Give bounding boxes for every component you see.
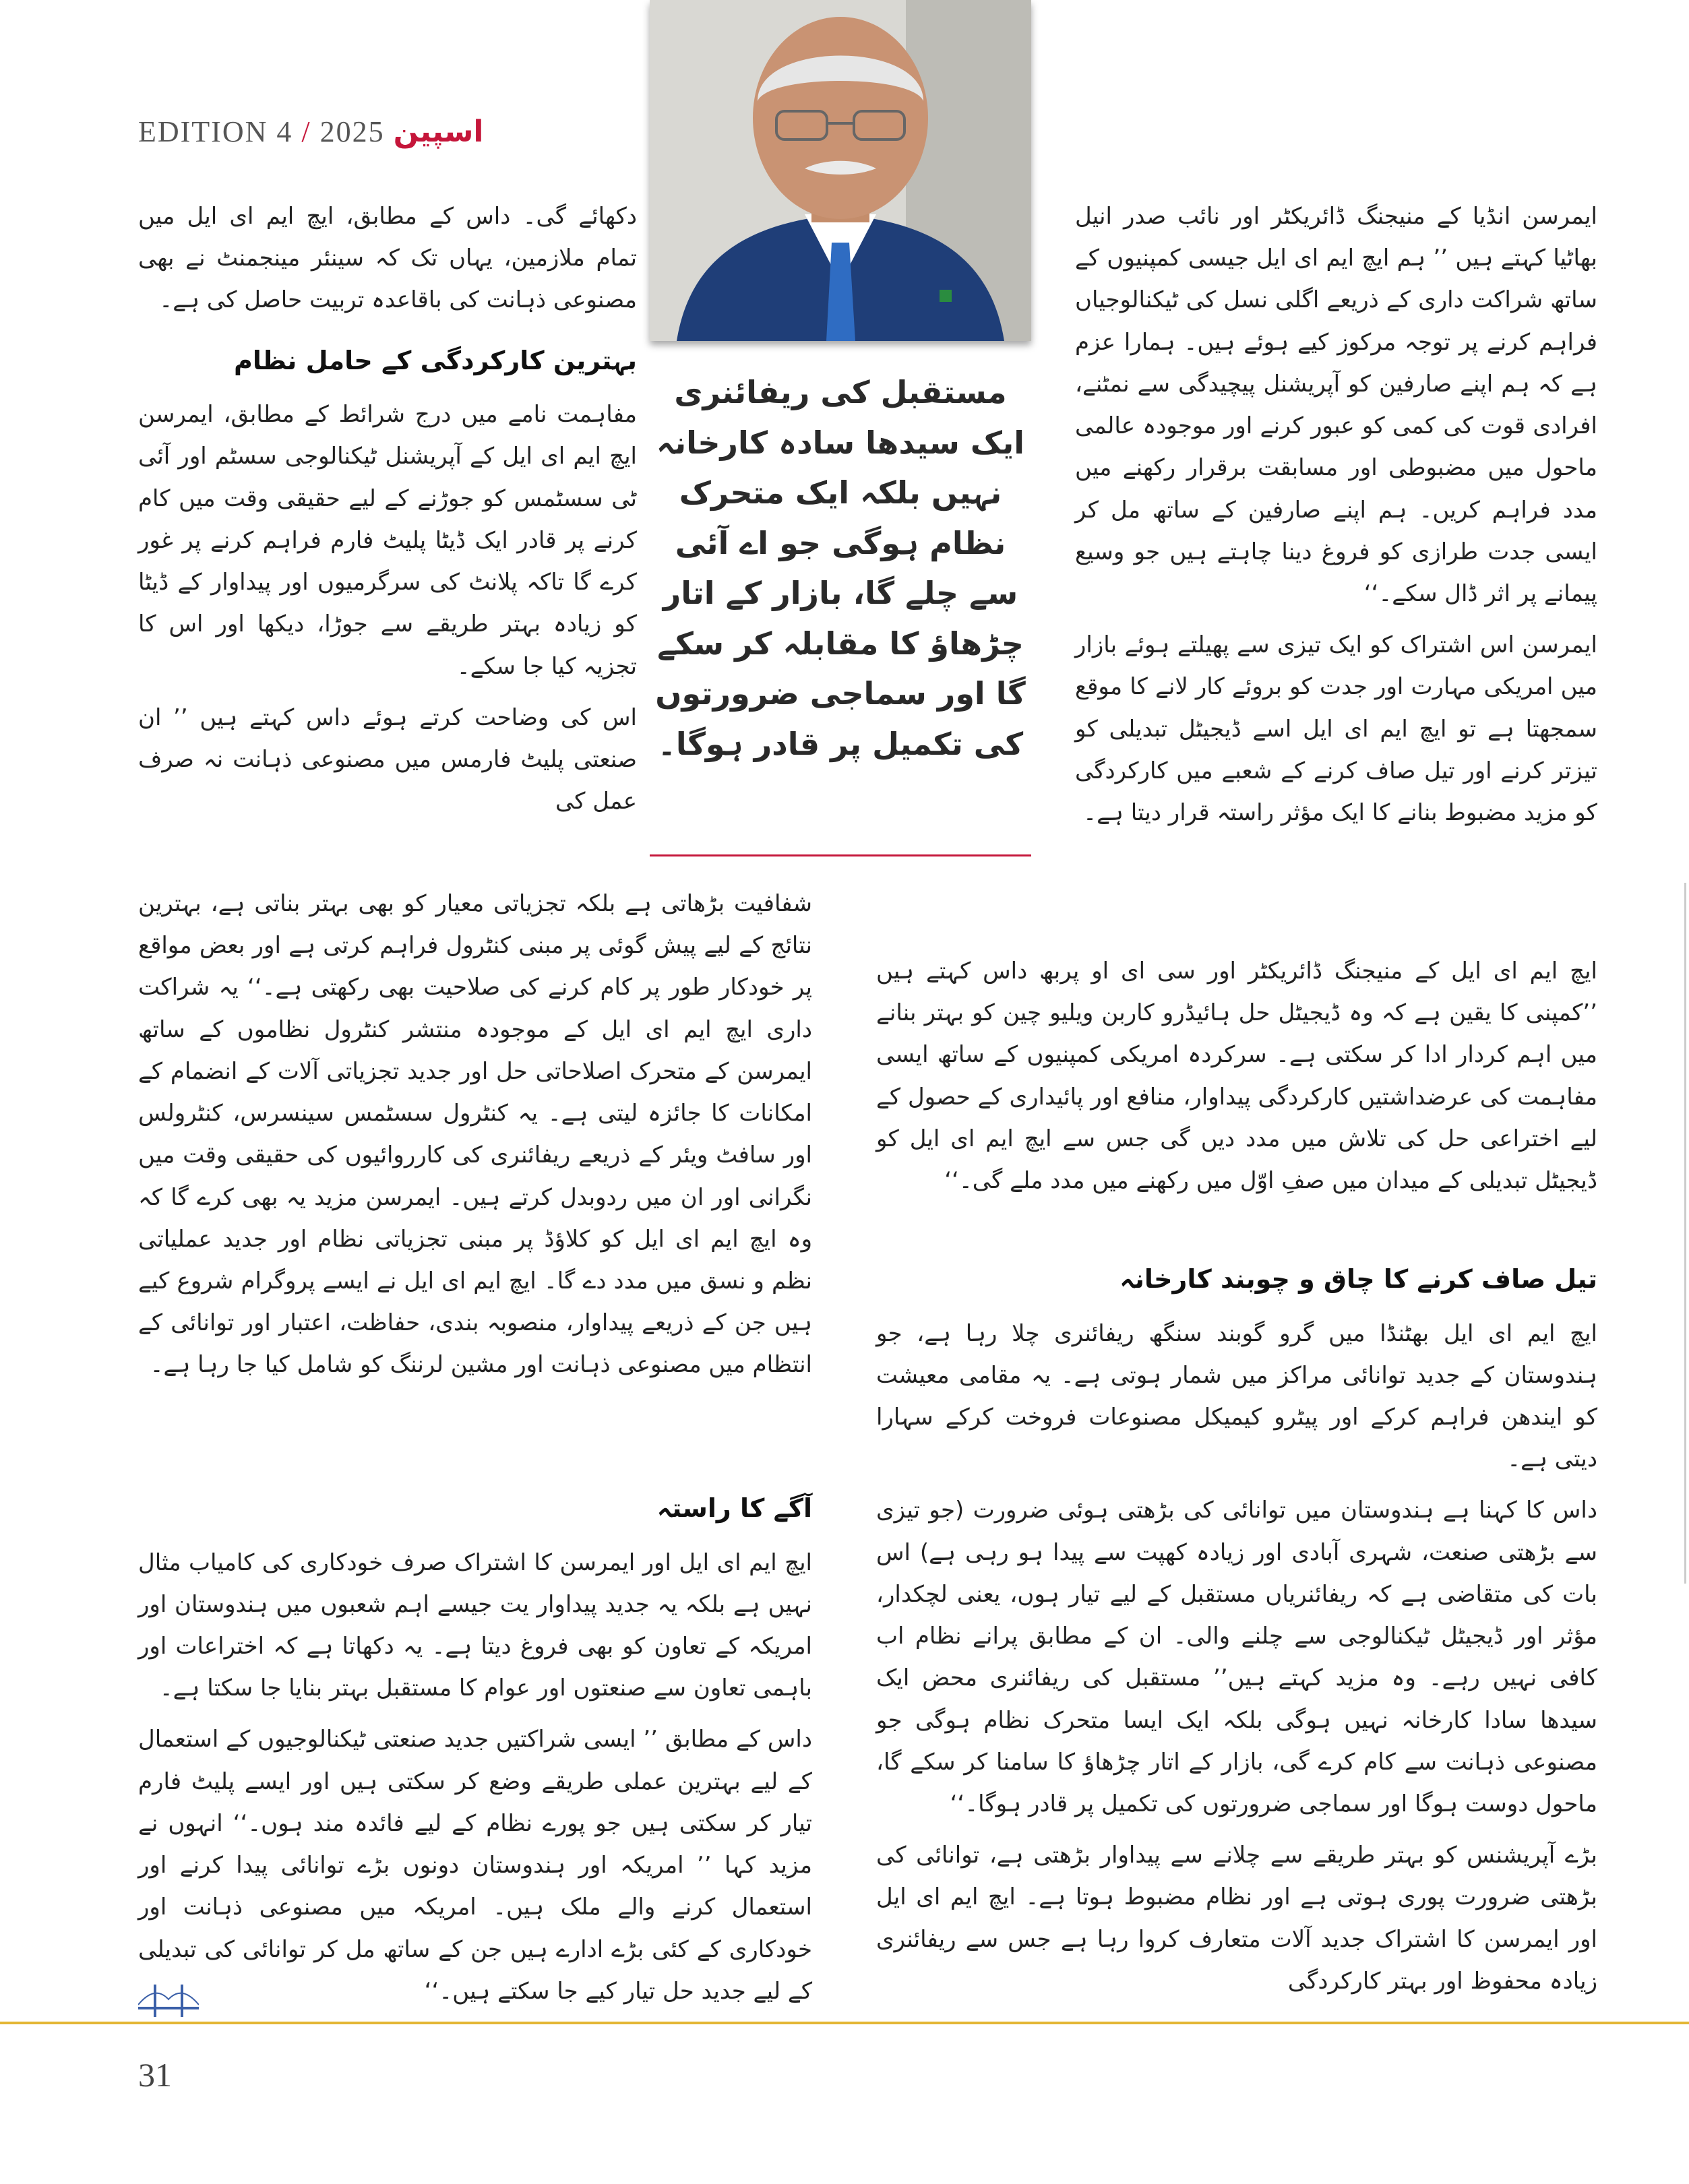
section-heading: آگے کا راستہ — [656, 1493, 812, 1523]
edition-year: 2025 — [319, 115, 385, 148]
magazine-name: اسپین — [393, 115, 484, 149]
paragraph: ایچ ایم ای ایل بھٹنڈا میں گرو گوبند سنگھ ریفائنری چلا رہا ہے، جو ہندوستان کے جدید توانائی مراکز میں شمار ہوتی ہے۔ یہ مقامی معیشت کو ایندھن فراہم کرکے اور پیٹرو کیمیکل مصنوعات فروخت کرکے سہارا دیتی ہے۔ — [876, 1319, 1597, 1473]
paragraph: داس کا کہنا ہے ہندوستان میں توانائی کی بڑھتی ہوئی ضرورت (جو تیزی سے بڑھتی صنعت، شہری آبادی اور زیادہ کھپت سے پیدا ہو رہی ہے) اس بات کی متقاضی ہے کہ ریفائنریاں مستقبل کے لیے تیار ہوں، یعنی لچکدار، مؤثر اور ڈیجیٹل ٹیکنالوجی سے چلنے والی۔ ان کے مطابق پرانے نظام اب کافی نہیں رہے۔ وہ مزید کہتے ہیں’’ مستقبل کی ریفائنری محض ایک سیدھا سادا کارخانہ نہیں ہوگی بلکہ ایک ایسا متحرک نظام ہوگی جو مصنوعی ذہانت سے کام کرے گی، بازار کے اتار چڑھاؤ کا سامنا کر سکے گا، ماحول دوست ہوگا اور سماجی ضرورتوں کی تکمیل پر قادر ہوگا۔‘‘ — [876, 1497, 1597, 1817]
paragraph: اس کی وضاحت کرتے ہوئے داس کہتے ہیں ’’ ان صنعتی پلیٹ فارمس میں مصنوعی ذہانت نہ صرف عمل کی — [138, 704, 637, 815]
paragraph: ایمرسن انڈیا کے منیجنگ ڈائریکٹر اور نائب صدر انیل بھاٹیا کہتے ہیں ’’ ہم ایچ ایم ای ایل جیسی کمپنیوں کے ساتھ شراکت داری کے ذریعے اگلی نسل کی ٹیکنالوجیاں فراہم کرنے پر توجہ مرکوز کیے ہوئے ہیں۔ ہمارا عزم ہے کہ ہم اپنے صارفین کو آپریشنل پیچیدگی سے نمٹنے، افرادی قوت کی کمی کو عبور کرنے اور موجودہ عالمی ماحول میں مضبوطی اور مسابقت برقرار رکھنے میں مدد فراہم کریں۔ ہم اپنے صارفین کے ساتھ مل کر ایسی جدت طرازی کو فروغ دینا چاہتے ہیں جو وسیع پیمانے پر اثر ڈال سکے۔‘‘ — [1075, 203, 1597, 607]
paragraph: دکھائے گی۔ داس کے مطابق، ایچ ایم ای ایل میں تمام ملازمین، یہاں تک کہ سینئر مینجمنٹ نے بھی مصنوعی ذہانت کی باقاعدہ تربیت حاصل کی ہے۔ — [138, 203, 637, 314]
footer-line — [0, 2022, 1689, 2024]
left-column-bottom — [138, 1469, 812, 2022]
portrait-photo — [650, 0, 1031, 341]
edition-text: EDITION 4 — [138, 115, 293, 148]
paragraph: ایمرسن اس اشتراک کو ایک تیزی سے پھیلتے ہوئے بازار میں امریکی مہارت اور جدت کو بروئے کار لانے کا موقع سمجھتا ہے تو ایچ ایم ای ایل اسے ڈیجیٹل تبدیلی کو تیزتر کرنے اور تیل صاف کرنے کے شعبے میں کارکردگی کو مزید مضبوط بنانے کا ایک مؤثر راستہ قرار دیتا ہے۔ — [1075, 631, 1597, 827]
section-heading: بہترین کارکردگی کے حامل نظام — [234, 345, 637, 375]
pull-quote-divider — [650, 854, 1031, 856]
edition-label — [138, 115, 484, 149]
paragraph: داس کے مطابق ’’ ایسی شراکتیں جدید صنعتی ٹیکنالوجیوں کے استعمال کے لیے بہترین عملی طریقے وضع کر سکتی ہیں اور ایسے پلیٹ فارم تیار کر سکتی ہیں جو پورے نظام کے لیے فائدہ مند ہوں۔‘‘ انہوں نے مزید کہا ’’ امریکہ اور ہندوستان دونوں بڑے توانائی پیدا کرنے اور استعمال کرنے والے ملک ہیں۔ امریکہ میں مصنوعی ذہانت اور خودکاری کے کئی بڑے ادارے ہیں جن کے ساتھ مل کر توانائی کی تبدیلی کے لیے جدید حل تیار کیے جا سکتے ہیں۔‘‘ — [138, 1726, 812, 2005]
paragraph: مفاہمت نامے میں درج شرائط کے مطابق، ایمرسن ایچ ایم ای ایل کے آپریشنل ٹیکنالوجی سسٹم اور آئی ٹی سسٹمس کو جوڑنے کے لیے حقیقی وقت میں کام کرنے پر قادر ایک ڈیٹا پلیٹ فارم فراہم کرنے پر غور کرے گا تاکہ پلانٹ کی سرگرمیوں اور پیداوار کے ڈیٹا کو زیادہ بہتر طریقے سے جوڑا، دیکھا اور اس کا تجزیہ کیا جا سکے۔ — [138, 401, 637, 680]
edition-slash: / — [301, 115, 311, 148]
paragraph: شفافیت بڑھاتی ہے بلکہ تجزیاتی معیار کو بھی بہتر بناتی ہے، بہترین نتائج کے لیے پیش گوئی پر مبنی کنٹرول فراہم کرتی ہے اور بعض مواقع پر خودکار طور پر کام کرنے کی صلاحیت بھی رکھتی ہے۔‘‘ یہ شراکت داری ایچ ایم ای ایل کے موجودہ منتشر کنٹرول نظاموں کے ساتھ ایمرسن کے متحرک اصلاحاتی حل اور جدید تجزیاتی آلات کے انضمام کے امکانات کا جائزہ لیتی ہے۔ یہ کنٹرول سسٹمس سینسرس، کنٹرولس اور سافٹ ویئر کے ذریعے ریفائنری کی کارروائیوں کی حقیقی وقت میں نگرانی اور ان میں ردوبدل کرتے ہیں۔ ایمرسن مزید یہ بھی کرے گا کہ وہ ایچ ایم ای ایل کو کلاؤڈ پر مبنی تجزیاتی نظام اور جدید عملیاتی نظم و نسق میں مدد دے گا۔ ایچ ایم ای ایل نے ایسے پروگرام شروع کیے ہیں جن کے ذریعے پیداوار، منصوبہ بندی، حفاظت، اعتبار اور توانائی کے انتظام میں مصنوعی ذہانت اور مشین لرننگ کو شامل کیا جا رہا ہے۔ — [138, 890, 812, 1379]
paragraph: ایچ ایم ای ایل اور ایمرسن کا اشتراک صرف خودکاری کی کامیاب مثال نہیں ہے بلکہ یہ جدید پیداوار یت جیسے اہم شعبوں میں ہندوستان اور امریکہ کے تعاون کو بھی فروغ دیتا ہے۔ یہ دکھاتا ہے کہ اختراعات اور باہمی تعاون سے صنعتوں اور عوام کا مستقبل بہتر بنایا جا سکتا ہے۔ — [138, 1549, 812, 1702]
right-wide-column — [876, 950, 1597, 1211]
pull-quote: مستقبل کی ریفائنری ایک سیدھا سادہ کارخانہ نہیں بلکہ ایک متحرک نظام ہوگی جو اے آئی سے چلے گا، بازار کے اتار چڑھاؤ کا مقابلہ کر سکے گا اور سماجی ضرورتوں کی تکمیل پر قادر ہوگا۔ — [655, 374, 1026, 762]
right-column-top — [1075, 195, 1597, 843]
bridge-icon — [138, 1978, 199, 2021]
paragraph: ایچ ایم ای ایل کے منیجنگ ڈائریکٹر اور سی ای او پربھ داس کہتے ہیں ’’کمپنی کا یقین ہے کہ وہ ڈیجیٹل حل ہائیڈرو کاربن ویلیو چین کو بہتر بنانے میں اہم کردار ادا کر سکتی ہے۔ سرکردہ امریکی کمپنیوں کے ساتھ ایسی مفاہمت کی عرضداشتیں کارکردگی پیداوار، منافع اور پائیداری کے حصول کے لیے اختراعی حل کی تلاش میں مدد دیں گی جس سے ایچ ایم ای ایل کو ڈیجیٹل تبدیلی کے میدان میں صفِ اوّل میں رکھنے میں مدد ملے گی۔‘‘ — [876, 958, 1597, 1195]
left-wide-column — [138, 883, 812, 1396]
page-number: 31 — [138, 2056, 172, 2094]
side-rule — [1684, 883, 1686, 1584]
section-heading: تیل صاف کرنے کا چاق و چوبند کارخانہ — [1119, 1264, 1597, 1294]
left-column-top — [138, 195, 637, 832]
paragraph: بڑے آپریشنس کو بہتر طریقے سے چلانے سے پیداوار بڑھتی ہے، توانائی کی بڑھتی ضرورت پوری ہوتی ہے اور نظام مضبوط ہوتا ہے۔ ایچ ایم ای ایل اور ایمرسن کا اشتراک جدید آلات متعارف کروا رہا ہے جس سے ریفائنری زیادہ محفوظ اور بہتر کارکردگی — [876, 1842, 1597, 1995]
right-column-bottom — [876, 1240, 1597, 2011]
